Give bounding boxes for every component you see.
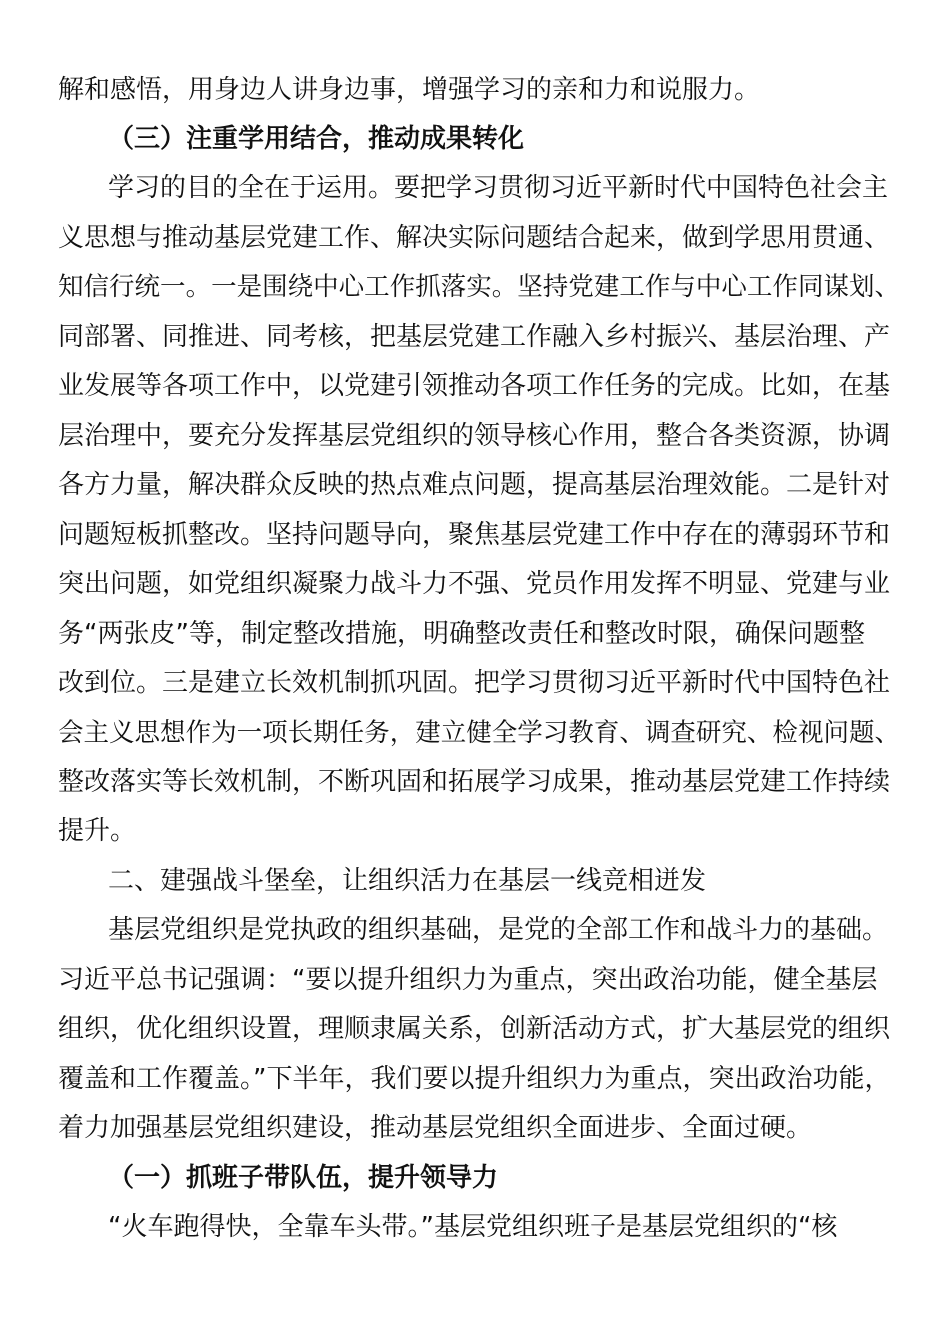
chapter-heading: 二、建强战斗堡垒，让组织活力在基层一线竞相迸发	[108, 866, 707, 896]
body-text-line: 改到位。三是建立长效机制抓巩固。把学习贯彻习近平新时代中国特色社	[58, 668, 891, 698]
body-text-line: 务“两张皮”等，制定整改措施，明确整改责任和整改时限，确保问题整	[58, 619, 865, 649]
paragraph-first-line: “火车跑得快，全靠车头带。”基层党组织班子是基层党组织的“核	[108, 1212, 838, 1242]
body-text-line: 整改落实等长效机制，不断巩固和拓展学习成果，推动基层党建工作持续	[58, 767, 891, 797]
section-heading: （三）注重学用结合，推动成果转化	[108, 124, 525, 154]
body-text-line: 着力加强基层党组织建设，推动基层党组织全面进步、全面过硬。	[58, 1113, 813, 1143]
body-text-line: 层治理中，要充分发挥基层党组织的领导核心作用，整合各类资源，协调	[58, 421, 891, 451]
body-text-line: 习近平总书记强调：“要以提升组织力为重点，突出政治功能，健全基层	[58, 965, 878, 995]
body-text-line: 解和感悟，用身边人讲身边事，增强学习的亲和力和说服力。	[58, 75, 761, 105]
paragraph-first-line: 基层党组织是党执政的组织基础，是党的全部工作和战斗力的基础。	[108, 915, 889, 945]
body-text-line: 突出问题，如党组织凝聚力战斗力不强、党员作用发挥不明显、党建与业	[58, 569, 891, 599]
body-text-line: 覆盖和工作覆盖。”下半年，我们要以提升组织力为重点，突出政治功能，	[58, 1064, 891, 1094]
body-text-line: 义思想与推动基层党建工作、解决实际问题结合起来，做到学思用贯通、	[58, 223, 891, 253]
body-text-line: 问题短板抓整改。坚持问题导向，聚焦基层党建工作中存在的薄弱环节和	[58, 520, 891, 550]
body-text-line: 会主义思想作为一项长期任务，建立健全学习教育、调查研究、检视问题、	[58, 718, 901, 748]
body-text-line: 知信行统一。一是围绕中心工作抓落实。坚持党建工作与中心工作同谋划、	[58, 272, 901, 302]
paragraph-first-line: 学习的目的全在于运用。要把学习贯彻习近平新时代中国特色社会主	[108, 173, 889, 203]
body-text-line: 提升。	[58, 816, 137, 846]
body-text-line: 各方力量，解决群众反映的热点难点问题，提高基层治理效能。二是针对	[58, 470, 891, 500]
section-heading: （一）抓班子带队伍，提升领导力	[108, 1163, 499, 1193]
body-text-line: 业发展等各项工作中，以党建引领推动各项工作任务的完成。比如，在基	[58, 371, 891, 401]
body-text-line: 同部署、同推进、同考核，把基层党建工作融入乡村振兴、基层治理、产	[58, 322, 891, 352]
body-text-line: 组织，优化组织设置，理顺隶属关系，创新活动方式，扩大基层党的组织	[58, 1014, 891, 1044]
